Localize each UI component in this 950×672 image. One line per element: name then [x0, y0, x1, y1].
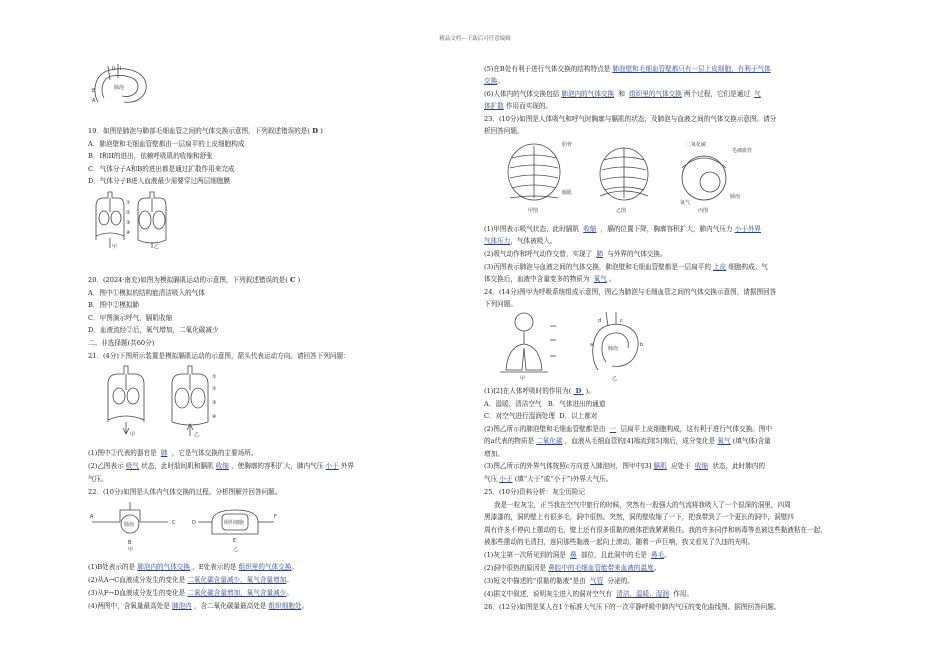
q24-part1: (1)[2]在人体呼吸时的作用为( D )。 [484, 387, 595, 395]
q20-option-b: B．图中②模拟肺 [88, 301, 140, 309]
fig18-label-I: I [120, 66, 122, 72]
q25-para-line1: 我是一粒灰尘，正当我在空气中旅行的时候，突然有一股强大的气流将我吸入了一个很深的洞里，四周 [494, 501, 791, 509]
fig21-label-3: ③ [212, 400, 217, 406]
fig18-label-lung: 肺泡 [114, 85, 125, 91]
q22-part2: (2)从A→C血液成分发生的变化是 二氧化碳含量减少，氧气含量增加。 [88, 576, 293, 584]
q24-part2-end: 增加。 [484, 450, 504, 458]
q25-para-line4: 被那些摆动的毛清扫，连同那些黏液一起向上滚动，随着一声巨响，我又看见了久违的光明。 [484, 538, 755, 546]
q22-answer-6: 组织细胞处 [268, 602, 302, 610]
q24-answer-5: 膈肌 [653, 462, 667, 470]
figure-alveolus-exchange [88, 62, 158, 110]
q21-stem: 21．(4分)下图所示装置是模拟膈肌运动的示意图，箭头代表运动方向。请回答下列问题： [88, 352, 350, 360]
q22-part5: (5)在B处有利于进行气体交换的结构特点是 肺泡壁和毛细血管壁都只有一层上皮细胞，有利于气体 [484, 65, 771, 73]
q22-part1: (1)B处表示的是 肺泡内的气体交换 ，E处表示的是 组织里的气体交换。 [88, 563, 298, 571]
q21-answer-1: 肺 [160, 449, 168, 457]
fig21-label-4: ④ [212, 414, 217, 420]
fig24-label-lung: 肺泡 [608, 346, 619, 352]
section-heading: 二、非选择题(共60分) [88, 339, 155, 347]
q22-answer-4: 二氧化碳含量增加，氧气含量减少 [187, 589, 287, 597]
q23-part3-cont: 体交换后，血液中含量变多的物质为 氧气 。 [484, 275, 616, 283]
fig19-label-1: ① [126, 200, 131, 206]
figure-diaphragm-model [102, 362, 232, 438]
fig23-label-yi: 乙图 [616, 208, 627, 214]
fig22-label-jia: 甲 [128, 547, 134, 552]
q25-answer-1: 鼻 [570, 551, 577, 559]
q23-answer-5: 氧气 [593, 275, 607, 283]
q21-part1: (1)图中②代表的器官是 肺 ，它是气体交换的主要场所。 [88, 449, 258, 457]
fig23-label-o2: 氧气 [680, 200, 691, 206]
thorax-jia [508, 144, 560, 200]
q25-stem: 25．(10分)资料分析：灰尘历险记 [484, 488, 586, 496]
q25-answer-4: 气管 [590, 577, 604, 585]
fig22-label-F: F [274, 514, 277, 520]
q23-answer-1: 收缩 [583, 225, 597, 233]
page-header: 精品文档---下载后可任意编辑 [439, 36, 511, 42]
q20-answer: C [287, 276, 298, 284]
q21-part2-end: 气压。 [88, 475, 108, 483]
q24-part2: (2)图乙所示的肺泡壁和毛细血管壁都是由 一 层扁平上皮细胞构成，这有利于进行气体交换。图中 [484, 425, 773, 433]
q22-answer-2: 组织里的气体交换 [238, 563, 292, 571]
q24-part3-cont: 气压 小于 (填“大于”或“小于”)外界大气压。 [484, 475, 613, 483]
q25-answer-2: 鼻毛 [651, 551, 665, 559]
q20-option-c: C．甲图演示呼气，膈肌收缩 [88, 314, 173, 322]
q23-answer-2: 小于外界 [734, 225, 762, 233]
q22-part6: (6)人体内的气体交换包括 肺泡内的气体交换 和 组织里的气体交换 两个过程，它们是通过 气 [484, 90, 761, 98]
q22-answer-1: 肺泡内的气体交换 [137, 563, 191, 571]
q25-part2: (2)洞中很热的原因是 鼻腔中的毛细血管能带来血液的温度。 [484, 564, 661, 572]
fig22-label-C: C [172, 520, 176, 526]
fig23-label-alveolus: 肺泡 [730, 194, 741, 200]
q21-part2: (2)乙图表示 吸气 状态，此时肋间肌和膈肌 收缩 ，使胸廓的容积扩大，肺内气压 小于 外界 [88, 462, 354, 470]
fig19-label-4: ④ [126, 230, 131, 236]
q24-answer-7: 小于 [499, 475, 513, 483]
q22-answer-8: 肺泡内的气体交换 [561, 90, 615, 98]
q19-option-b: B．I和II的进出，依赖呼吸肌的收缩和舒张 [88, 152, 213, 160]
q25-part1: (1)灰尘第一次所见到的洞是 鼻 部位，且此洞中的毛是 鼻毛。 [484, 551, 671, 559]
figure-thorax-breathing [504, 138, 774, 216]
q20-option-d: D．血液流经②后，氧气增加，二氧化碳减少 [88, 326, 219, 334]
fig18-label-A: A [92, 98, 96, 104]
fig19-label-yi: 乙 [154, 244, 160, 250]
q19-answer: D [309, 127, 321, 135]
q24-answer-6: 收缩 [694, 462, 709, 470]
q22-part4: (4)两图中，含氧量最高处是 肺泡内 ，含二氧化碳量最高处是 组织细胞处。 [88, 602, 309, 610]
q19-option-c: C．气体分子A和B的进出都是通过扩散作用来完成 [88, 165, 235, 173]
fig23-label-ribs: 肋骨 [562, 142, 573, 148]
fig19-label-jia: 甲 [112, 244, 118, 250]
q24-options-ab: A．湿暖、清洁空气 B．气体进出的通道 [484, 400, 606, 408]
fig23-label-diaphragm: 膈肌 [562, 190, 573, 196]
q24-answer-4: 氧气 [717, 437, 731, 445]
q24-options-cd: C．对空气进行湿润处理 D．以上都对 [484, 412, 598, 420]
q23-part1: (1)甲图表示吸气状态，此时膈肌 收缩 ，膈的位置下降，胸廓容积扩大，肺内气压力 小于外界 [484, 225, 762, 233]
fig19-label-2: ② [126, 210, 131, 216]
q23-answer-3: 肺 [596, 250, 604, 258]
q24-stem-line2: 下列问题。 [484, 300, 517, 308]
thorax-yi [600, 148, 648, 200]
fig18-label-II: II [112, 66, 115, 72]
q22-stem: 22．(10分)如图是人体内气体交换的过程。分析图解并回答问题。 [88, 488, 282, 496]
fig24-label-b: b [640, 342, 644, 348]
fig24-label-d: d [598, 318, 602, 324]
q24-part3: (3)图乙所示的外界气体按照c方向进入肺泡时，图甲中[3] 膈肌 应处于 收缩 状态，此时肺内的 [484, 462, 766, 470]
fig21-label-jia: 甲 [130, 432, 136, 438]
q19-stem: 19．如图是肺泡与肺部毛细血管之间的气体交换示意图，下列叙述错误的是( D ) [88, 127, 323, 135]
q24-answer-2: 一 [609, 425, 617, 433]
q26-stem: 26．(12分)如图是某人在1个标准大气压下的一次平静呼吸中肺内气压的变化曲线图。据图回答问题。 [484, 603, 781, 611]
fig23-label-jia: 甲图 [528, 208, 539, 214]
q22-part6-cont: 体扩散 作用而实现的。 [484, 102, 553, 110]
fig24-label-c: c [620, 318, 623, 324]
q24-answer-1: D [573, 387, 584, 395]
fig22-label-A: A [90, 514, 94, 520]
q19-option-a: A．肺泡壁和毛细血管壁都由一层扁平的上皮细胞构成 [88, 140, 245, 148]
fig22-label-B: B [128, 540, 132, 546]
fig21-label-yi: 乙 [194, 432, 200, 438]
fig23-label-bing: 丙图 [698, 208, 709, 214]
q23-part1-cont: 气体压力，气体被吸入。 [484, 237, 557, 245]
figure-gas-exchange-body [90, 500, 280, 552]
q22-answer-5: 肺泡内 [171, 602, 192, 610]
q20-stem: 20．(2024·南充)如图为模拟膈肌运动的示意图，下列叙述错误的是( C ) [88, 276, 301, 284]
fig18-label-B: B [92, 88, 96, 94]
q25-para-line2: 黑漆漆的，洞的壁上有很多毛，洞中很热。突然，洞的壁收缩了一下，把我带到了一个更长的洞中，洞壁四 [484, 513, 794, 521]
q23-part3: (3)丙图表示肺泡与血液之间的气体交换，肺泡壁和毛细血管壁都是一层扁平的 上皮 细胞构成；气 [484, 263, 768, 271]
alveolus-bing [682, 156, 726, 200]
q22-answer-7: 肺泡壁和毛细血管壁都只有一层上皮细胞，有利于气体 [612, 65, 771, 73]
fig22-label-tissue: 组织细胞 [224, 520, 245, 526]
fig23-label-co2: 二氧化碳 [686, 142, 707, 148]
fig22-label-D: D [192, 520, 196, 526]
q25-part3: (3)短文中描述的“很黏的黏液”是由 气管 分泌的。 [484, 577, 634, 585]
fig23-label-capillary: 毛细血管 [732, 148, 753, 154]
fig22-label-lung: 肺泡 [124, 522, 135, 528]
fig22-label-E: E [233, 538, 237, 544]
fig21-label-2: ② [212, 386, 217, 392]
q25-part4: (4)据文中叙述，说明灰尘进入的洞对空气有 清洁、温暖、湿润 作用。 [484, 590, 693, 598]
q25-answer-5: 清洁、温暖、湿润 [616, 590, 669, 598]
fig24-label-yi: 乙 [612, 376, 618, 382]
q24-stem-line1: 24．(14分)图甲为呼吸系统组成示意图，图乙为肺泡与毛细血管之间的气体交换示意图，请据图回答 [484, 288, 777, 296]
q20-option-a: A．图中①模拟的结构能清洁吸入的气体 [88, 289, 205, 297]
q25-para-line3: 周有许多不停向上摆动的毛，壁上还有很多很黏的液体把我紧紧吸住。我的许多同伴和病毒等也被这些黏液粘在一起， [484, 526, 827, 534]
fig21-label-1: ① [212, 374, 217, 380]
q22-part3: (3)从F→D血液成分发生的变化是 二氧化碳含量增加，氧气含量减少。 [88, 589, 293, 597]
q19-option-d: D．气体分子B进入血液最少需要穿过两层细胞膜 [88, 177, 231, 185]
q23-part2: (2)吸气动作和呼气动作交替，实现了 肺 与外界的气体交换。 [484, 250, 667, 258]
q22-answer-3: 二氧化碳含量减少，氧气含量增加 [187, 576, 287, 584]
q24-answer-3: 二氧化碳 [536, 437, 563, 445]
fig22-label-yi: 乙 [233, 547, 239, 552]
q21-answer-4: 小于 [325, 462, 339, 470]
q23-stem-line2: 析回答问题。 [484, 127, 524, 135]
q23-stem-line1: 23．(10分)如图是人体吸气和呼气时胸廓与膈肌的状态，及肺泡与血液之间的气体交换示意图。请分 [484, 115, 777, 123]
fig24-label-a: a [590, 342, 594, 348]
fig19-label-3: ③ [126, 220, 131, 226]
figure-respiratory-system [494, 310, 664, 382]
figure-bell-jar-model [90, 190, 174, 250]
q23-answer-4: 上皮 [713, 263, 727, 271]
q22-answer-9: 组织里的气体交换 [629, 90, 682, 98]
q22-part5-cont: 交换。 [484, 77, 504, 85]
q24-part2-cont: 的a代表的物质是 二氧化碳 ，血液从毛细血管的[4]端流到[5]端后，成分变化是 氧气 (填气体)含量 [484, 437, 771, 445]
q21-answer-3: 收缩 [215, 462, 229, 470]
fig24-label-jia: 甲 [520, 376, 526, 382]
q25-answer-3: 鼻腔中的毛细血管能带来血液的温度 [548, 564, 654, 572]
q21-answer-2: 吸气 [125, 462, 140, 470]
